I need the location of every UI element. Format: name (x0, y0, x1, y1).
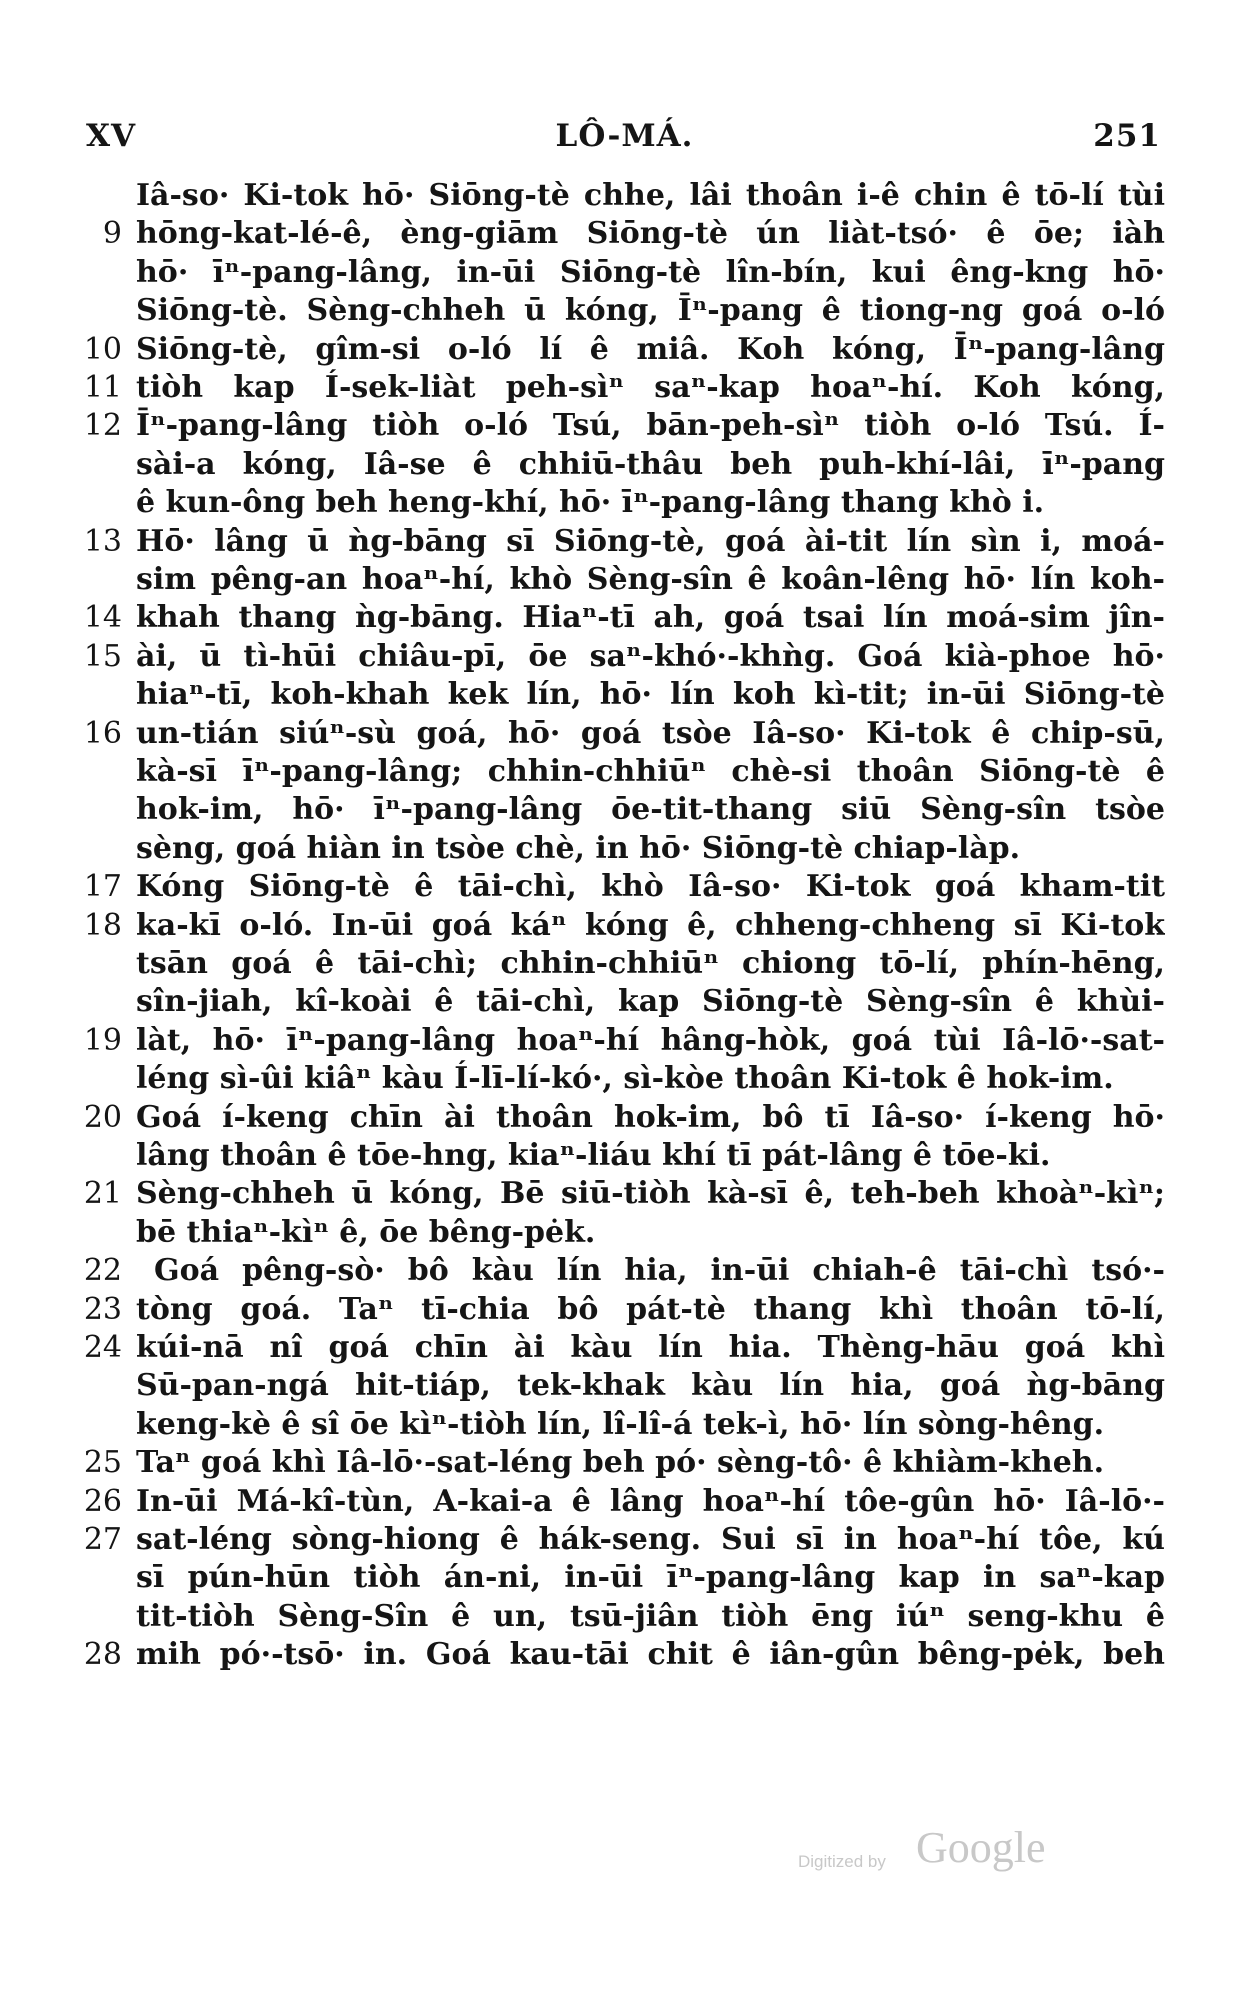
line-text: In-ūi Má-kî-tùn, A-kai-a ê lâng hoaⁿ-hí tôe-gûn hō· Iâ-lō·- (136, 1483, 1165, 1519)
line-text: sèng, goá hiàn in tsòe chè, in hō· Siōng-tè chiap-làp. (136, 830, 1021, 866)
digitized-watermark (798, 1822, 1098, 1892)
chapter-number: XV (86, 118, 137, 154)
text-line (0, 291, 1249, 331)
line-text: sim pêng-an hoaⁿ-hí, khò Sèng-sîn ê koân-lêng hō· lín koh- (136, 562, 1165, 597)
verse-number: 18 (83, 907, 122, 943)
running-title: LÔ-MÁ. (555, 118, 694, 154)
line-text: Siōng-tè. Sèng-chheh ū kóng, Īⁿ-pang ê tiong-ng goá o-ló (136, 293, 1165, 329)
verse-number: 9 (102, 216, 122, 252)
line-text: Hō· lâng ū ǹg-bāng sī Siōng-tè, goá ài-tit lín sìn i, moá- (136, 523, 1165, 559)
line-text: hiaⁿ-tī, koh-khah kek lín, hō· lín koh kì-tit; in-ūi Siōng-tè (136, 677, 1165, 713)
line-text: ê kun-ông beh heng-khí, hō· īⁿ-pang-lâng thang khò i. (136, 485, 1045, 521)
text-line (0, 1059, 1249, 1099)
page-number: 251 (1093, 118, 1161, 154)
text-line (0, 1290, 1249, 1330)
line-text: khah thang ǹg-bāng. Hiaⁿ-tī ah, goá tsai lín moá-sim jîn- (136, 600, 1165, 636)
text-line (0, 637, 1249, 677)
verse-number: 24 (83, 1330, 122, 1365)
verse-number: 21 (83, 1176, 122, 1212)
text-line (0, 176, 1249, 216)
google-logo: Google (916, 1823, 1046, 1872)
verse-number: 10 (83, 331, 122, 367)
text-line (0, 445, 1249, 485)
line-text: kà-sī īⁿ-pang-lâng; chhin-chhiūⁿ chè-si thoân Siōng-tè ê (136, 754, 1165, 789)
verse-number: 26 (83, 1483, 122, 1519)
line-text: Siōng-tè, gîm-si o-ló lí ê miâ. Koh kóng, Īⁿ-pang-lâng (136, 331, 1165, 367)
text-line (0, 483, 1249, 523)
line-text: tiòh kap Í-sek-liàt peh-sìⁿ saⁿ-kap hoaⁿ-hí. Koh kóng, (136, 370, 1165, 405)
line-text: sài-a kóng, Iâ-se ê chhiū-thâu beh puh-khí-lâi, īⁿ-pang (136, 446, 1165, 482)
text-line (0, 368, 1249, 408)
line-text: làt, hō· īⁿ-pang-lâng hoaⁿ-hí hâng-hòk, goá tùi Iâ-lō·-sat- (136, 1022, 1165, 1058)
verse-number: 14 (83, 600, 122, 636)
verse-number: 25 (83, 1445, 122, 1481)
text-line (0, 1366, 1249, 1406)
line-text: sîn-jiah, kî-koài ê tāi-chì, kap Siōng-tè Sèng-sîn ê khùi- (136, 984, 1165, 1020)
line-text: bē thiaⁿ-kìⁿ ê, ōe bêng-pėk. (136, 1214, 596, 1250)
line-text: tòng goá. Taⁿ tī-chia bô pát-tè thang khì thoân tō-lí, (136, 1291, 1165, 1327)
text-line (0, 752, 1249, 792)
verse-number: 27 (83, 1522, 122, 1557)
text-line (0, 1021, 1249, 1061)
text-line (0, 982, 1249, 1022)
line-text: Īⁿ-pang-lâng tiòh o-ló Tsú, bān-peh-sìⁿ tiòh o-ló Tsú. Í- (136, 408, 1165, 444)
line-text: un-tián siúⁿ-sù goá, hō· goá tsòe Iâ-so· Ki-tok ê chip-sū, (136, 715, 1165, 751)
line-text: mih pó·-tsō· in. Goá kau-tāi chit ê iân-gûn bêng-pėk, beh (136, 1637, 1165, 1673)
verse-number: 28 (83, 1637, 122, 1673)
line-text: sat-léng sòng-hiong ê hák-seng. Sui sī in hoaⁿ-hí tôe, kú (136, 1522, 1165, 1557)
verse-number: 12 (83, 408, 122, 444)
line-text: Sū-pan-ngá hit-tiáp, tek-khak kàu lín hia, goá ǹg-bāng (136, 1368, 1165, 1404)
text-line (0, 1136, 1249, 1176)
line-text: Iâ-so· Ki-tok hō· Siōng-tè chhe, lâi thoân i-ê chin ê tō-lí tùi (136, 178, 1165, 213)
text-line (0, 1482, 1249, 1522)
verse-number: 13 (83, 523, 122, 559)
line-text: hō· īⁿ-pang-lâng, in-ūi Siōng-tè lîn-bín, kui êng-kng hō· (136, 254, 1165, 290)
text-line (0, 1328, 1249, 1368)
line-text: hok-im, hō· īⁿ-pang-lâng ōe-tit-thang siū Sèng-sîn tsòe (136, 792, 1165, 828)
line-text: lâng thoân ê tōe-hng, kiaⁿ-liáu khí tī pát-lâng ê tōe-ki. (136, 1138, 1051, 1173)
text-line (0, 790, 1249, 830)
text-line (0, 522, 1249, 562)
verse-number: 20 (83, 1099, 122, 1135)
watermark-prefix: Digitized by (798, 1852, 886, 1871)
text-line (0, 829, 1249, 869)
text-line (0, 1098, 1249, 1138)
verse-number: 15 (83, 638, 122, 674)
line-text: léng sì-ûi kiâⁿ kàu Í-lī-lí-kó·, sì-kòe thoân Ki-tok ê hok-im. (136, 1061, 1114, 1097)
text-line (0, 1213, 1249, 1253)
line-text: Taⁿ goá khì Iâ-lō·-sat-léng beh pó· sèng-tô· ê khiàm-kheh. (136, 1445, 1105, 1481)
line-text: tit-tiòh Sèng-Sîn ê un, tsū-jiân tiòh ēng iúⁿ seng-khu ê (136, 1598, 1165, 1634)
text-line (0, 214, 1249, 254)
text-line (0, 253, 1249, 293)
text-line (0, 906, 1249, 946)
text-line (0, 1597, 1249, 1637)
verse-number: 16 (83, 715, 122, 751)
line-text: keng-kè ê sî ōe kìⁿ-tiòh lín, lî-lî-á tek-ì, hō· lín sòng-hêng. (136, 1406, 1105, 1442)
line-text: ài, ū tì-hūi chiâu-pī, ōe saⁿ-khó·-khǹg. Goá kià-phoe hō· (136, 638, 1165, 674)
verse-number: 23 (83, 1291, 122, 1327)
line-text: sī pún-hūn tiòh án-ni, in-ūi īⁿ-pang-lâng kap in saⁿ-kap (136, 1560, 1165, 1596)
line-text: ka-kī o-ló. In-ūi goá káⁿ kóng ê, chheng-chheng sī Ki-tok (136, 907, 1165, 943)
text-line (0, 1520, 1249, 1560)
text-line (0, 675, 1249, 715)
verse-number: 17 (83, 869, 122, 905)
line-text: Sèng-chheh ū kóng, Bē siū-tiòh kà-sī ê, teh-beh khoàⁿ-kìⁿ; (136, 1176, 1165, 1212)
text-line (0, 330, 1249, 370)
text-line (0, 406, 1249, 446)
text-line (0, 714, 1249, 754)
text-line (0, 1174, 1249, 1214)
verse-number: 11 (83, 370, 122, 405)
text-line (0, 1405, 1249, 1445)
text-line (0, 867, 1249, 907)
verse-number: 19 (83, 1022, 122, 1058)
line-text: kúi-nā nî goá chīn ài kàu lín hia. Thèng-hāu goá khì (136, 1330, 1165, 1365)
line-text: hōng-kat-lé-ê, èng-giām Siōng-tè ún liàt-tsó· ê ōe; iàh (136, 216, 1165, 252)
text-line (0, 1635, 1249, 1675)
text-line (0, 944, 1249, 984)
text-line (0, 1558, 1249, 1598)
text-line (0, 598, 1249, 638)
text-line (0, 560, 1249, 600)
line-text: tsān goá ê tāi-chì; chhin-chhiūⁿ chiong tō-lí, phín-hēng, (136, 946, 1165, 981)
line-text: Goá í-keng chīn ài thoân hok-im, bô tī Iâ-so· í-keng hō· (136, 1099, 1165, 1135)
text-line (0, 1251, 1249, 1291)
text-line (0, 1443, 1249, 1483)
verse-number: 22 (83, 1253, 122, 1289)
line-text: Kóng Siōng-tè ê tāi-chì, khò Iâ-so· Ki-tok goá kham-tit (136, 869, 1165, 905)
line-text: Goá pêng-sò· bô kàu lín hia, in-ūi chiah-ê tāi-chì tsó·- (154, 1253, 1165, 1289)
